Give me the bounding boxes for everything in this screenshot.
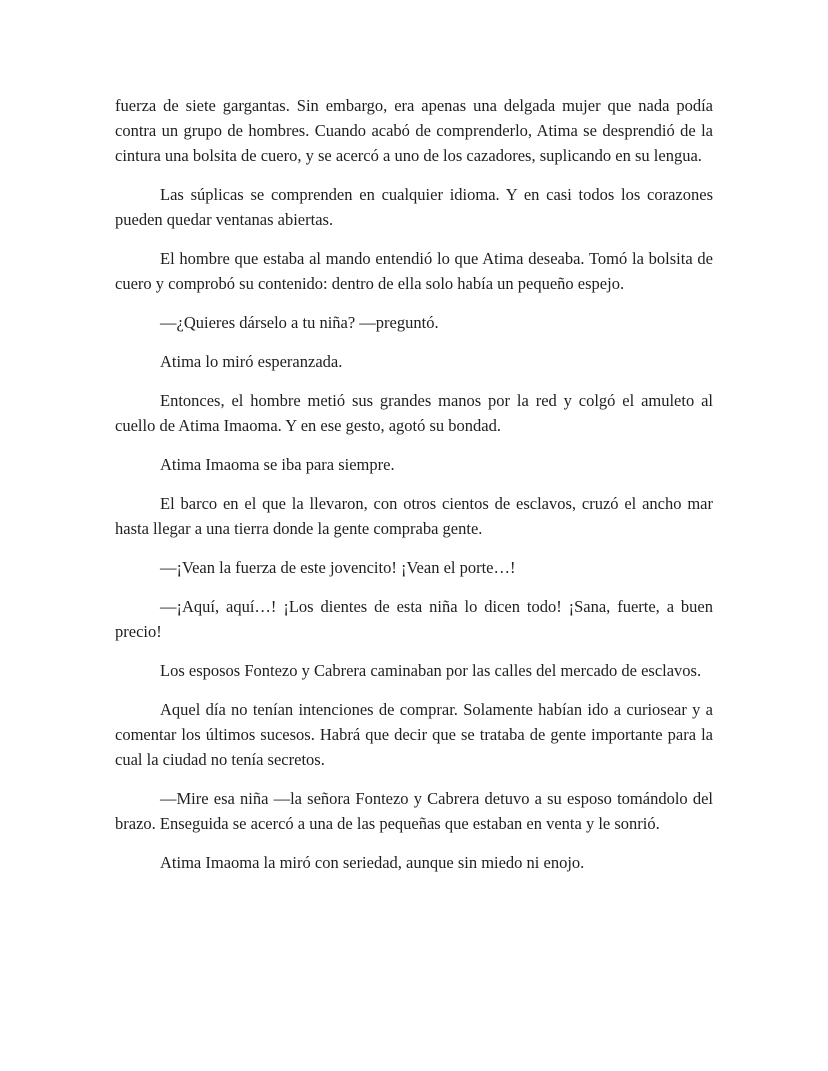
paragraph: fuerza de siete gargantas. Sin embargo, era apenas una delgada mujer que nada podía contra un grupo de hombres. Cuando acabó de comprenderlo, Atima se desprendió de la cintura una bolsita de cuero, y se acercó a uno de los cazadores, suplicando en su lengua. — [115, 96, 713, 165]
paragraph: Las súplicas se comprenden en cualquier idioma. Y en casi todos los corazones pueden quedar ventanas abiertas. — [115, 185, 713, 229]
paragraph: Atima Imaoma la miró con seriedad, aunque sin miedo ni enojo. — [160, 853, 585, 872]
paragraph: —¿Quieres dárselo a tu niña? —preguntó. — [160, 313, 439, 332]
paragraph: —¡Aquí, aquí…! ¡Los dientes de esta niña lo dicen todo! ¡Sana, fuerte, a buen precio! — [115, 597, 713, 641]
paragraph: Los esposos Fontezo y Cabrera caminaban por las calles del mercado de esclavos. — [160, 661, 702, 680]
paragraph: Atima Imaoma se iba para siempre. — [160, 455, 395, 474]
paragraph: Aquel día no tenían intenciones de comprar. Solamente habían ido a curiosear y a comentar los últimos sucesos. Habrá que decir que se trataba de gente importante para la cual la ciudad no tenía secretos. — [115, 700, 713, 769]
paragraph: Atima lo miró esperanzada. — [160, 352, 343, 371]
text-block — [115, 93, 713, 875]
paragraph: —Mire esa niña —la señora Fontezo y Cabrera detuvo a su esposo tomándolo del brazo. Enseguida se acercó a una de las pequeñas que estaban en venta y le sonrió. — [115, 789, 713, 833]
paragraph: —¡Vean la fuerza de este jovencito! ¡Vean el porte…! — [160, 558, 516, 577]
paragraph: El hombre que estaba al mando entendió lo que Atima deseaba. Tomó la bolsita de cuero y comprobó su contenido: dentro de ella solo había un pequeño espejo. — [115, 249, 713, 293]
paragraph: Entonces, el hombre metió sus grandes manos por la red y colgó el amuleto al cuello de Atima Imaoma. Y en ese gesto, agotó su bondad. — [115, 391, 713, 435]
paragraph: El barco en el que la llevaron, con otros cientos de esclavos, cruzó el ancho mar hasta llegar a una tierra donde la gente compraba gente. — [115, 494, 713, 538]
